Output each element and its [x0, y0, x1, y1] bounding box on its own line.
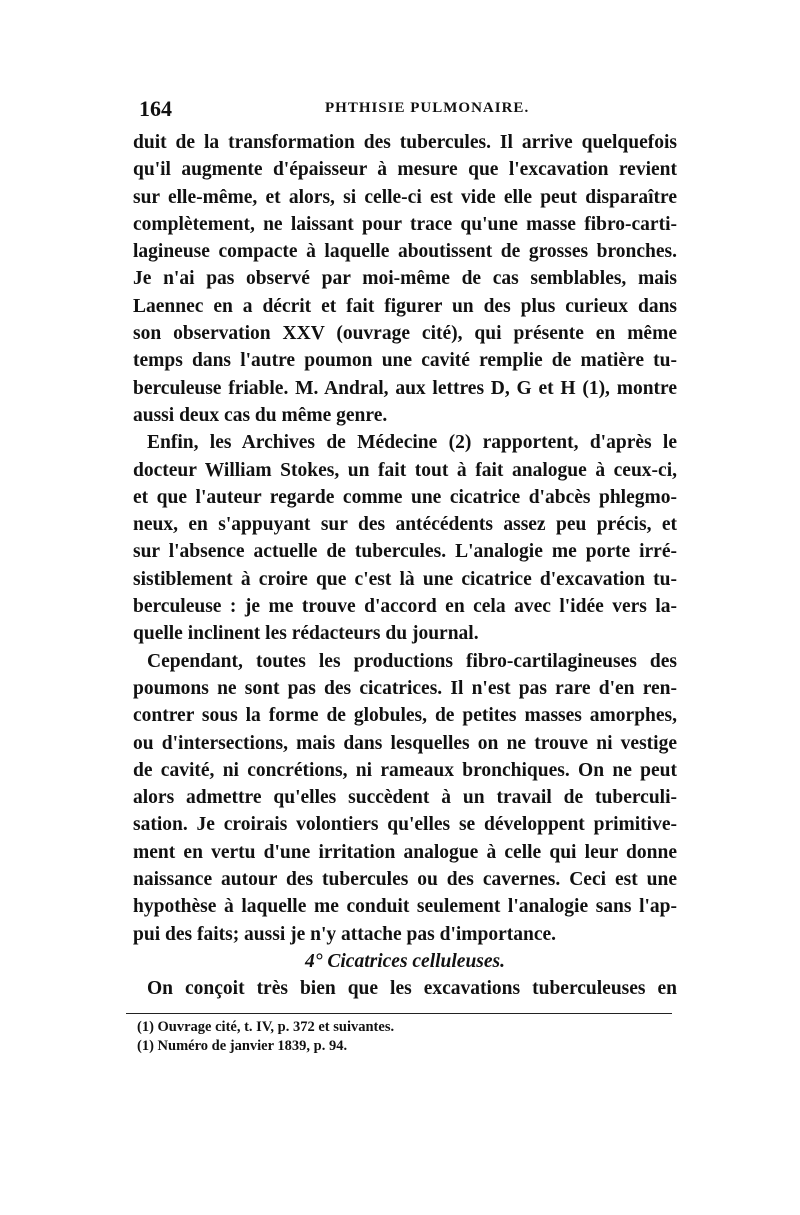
text-line: Cependant, toutes les productions fibro-cartilagineuses des: [147, 650, 677, 672]
text-line: Laennec en a décrit et fait figurer un des plus curieux dans: [133, 295, 677, 317]
text-line: sistiblement à croire que c'est là une cicatrice d'excavation tu-: [133, 568, 677, 590]
text-line: On conçoit très bien que les excavations tuberculeuses en: [147, 978, 677, 1000]
text-line: duit de la transformation des tubercules. Il arrive quelquefois: [133, 132, 677, 153]
text-line: hypothèse à laquelle me conduit seulement l'analogie sans l'ap-: [133, 896, 677, 918]
page-number: 164: [139, 96, 172, 121]
footnotes: [137, 1018, 677, 1056]
body-text: [133, 129, 677, 1003]
text-line: berculeuse : je me trouve d'accord en cela avec l'idée vers la-: [133, 596, 677, 618]
running-title: PHTHISIE PULMONAIRE.: [325, 100, 530, 116]
text-line: pui des faits; aussi je n'y attache pas d'importance.: [133, 923, 557, 945]
footnote-rule: [126, 1013, 672, 1014]
section-subheading: 4° Cicatrices celluleuses.: [304, 950, 506, 972]
text-line: temps dans l'autre poumon une cavité remplie de matière tu-: [133, 350, 677, 372]
text-line: naissance autour des tubercules ou des cavernes. Ceci est une: [133, 869, 677, 891]
text-line: lagineuse compacte à laquelle aboutissent de grosses bronches.: [133, 241, 677, 263]
text-line: qu'il augmente d'épaisseur à mesure que l'excavation revient: [133, 159, 677, 181]
footnote: (1) Numéro de janvier 1839, p. 94.: [137, 1038, 348, 1054]
text-line: poumons ne sont pas des cicatrices. Il n'est pas rare d'en ren-: [133, 677, 677, 699]
text-line: sation. Je croirais volontiers qu'elles se développent primitive-: [133, 814, 677, 836]
text-line: ment en vertu d'une irritation analogue à celle qui leur donne: [133, 841, 677, 863]
text-line: ou d'intersections, mais dans lesquelles on ne trouve ni vestige: [133, 732, 677, 754]
text-line: quelle inclinent les rédacteurs du journal.: [133, 623, 479, 645]
text-line: sur elle-même, et alors, si celle-ci est vide elle peut disparaître: [133, 186, 677, 208]
text-line: berculeuse friable. M. Andral, aux lettres D, G et H (1), montre: [133, 377, 677, 399]
text-line: contrer sous la forme de globules, de petites masses amorphes,: [133, 705, 677, 727]
text-line: complètement, ne laissant pour trace qu'une masse fibro-carti-: [133, 213, 677, 235]
text-line: Enfin, les Archives de Médecine (2) rapportent, d'après le: [147, 432, 677, 454]
text-line: alors admettre qu'elles succèdent à un travail de tuberculi-: [133, 787, 677, 809]
text-line: et que l'auteur regarde comme une cicatrice d'abcès phlegmo-: [133, 486, 677, 508]
text-line: de cavité, ni concrétions, ni rameaux bronchiques. On ne peut: [133, 759, 677, 781]
text-line: son observation XXV (ouvrage cité), qui présente en même: [133, 323, 677, 345]
text-line: sur l'absence actuelle de tubercules. L'analogie me porte irré-: [133, 541, 677, 563]
text-line: neux, en s'appuyant sur des antécédents assez peu précis, et: [133, 514, 677, 536]
text-line: docteur William Stokes, un fait tout à fait analogue à ceux-ci,: [133, 459, 677, 481]
footnote: (1) Ouvrage cité, t. IV, p. 372 et suivantes.: [137, 1019, 395, 1035]
text-line: Je n'ai pas observé par moi-même de cas semblables, mais: [133, 268, 677, 290]
text-line: aussi deux cas du même genre.: [133, 404, 388, 426]
page-header: [137, 96, 677, 126]
